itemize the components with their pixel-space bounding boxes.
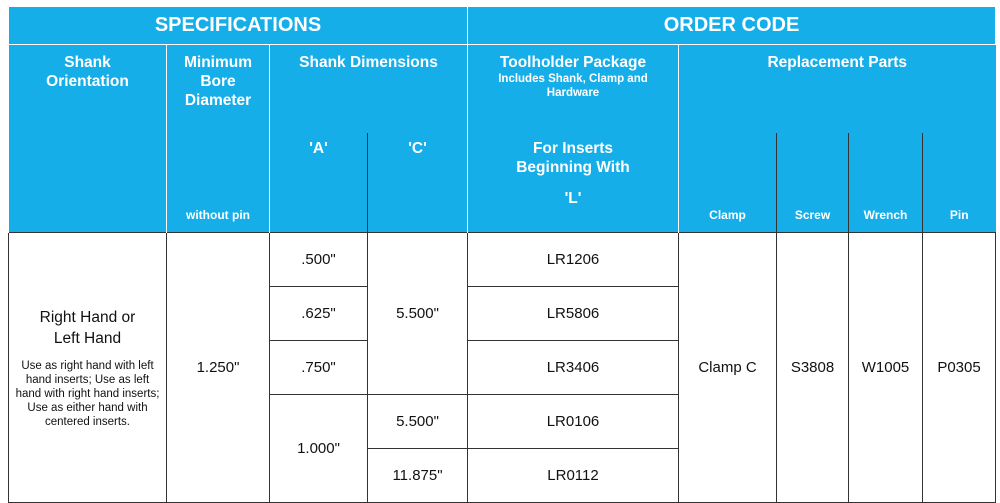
without-pin-label: without pin (167, 133, 270, 233)
dim-a-cell: 1.000" (270, 395, 368, 503)
pin-cell: P0305 (923, 233, 996, 503)
insert-letter-label: 'L' (564, 189, 582, 207)
shank-dimensions-header: Shank Dimensions (270, 45, 468, 133)
clamp-header: Clamp (679, 133, 777, 233)
min-bore-header (167, 45, 270, 133)
wrench-cell: W1005 (849, 233, 923, 503)
for-inserts-label: For Inserts Beginning With (516, 139, 630, 176)
clamp-cell: Clamp C (679, 233, 777, 503)
order-code-cell: LR0106 (468, 395, 679, 449)
dim-c-cell: 5.500" (368, 233, 468, 395)
shank-orientation-label: Shank Orientation (46, 54, 129, 90)
screw-header: Screw (777, 133, 849, 233)
dim-a-cell: .625" (270, 287, 368, 341)
dim-a-cell: .500" (270, 233, 368, 287)
toolholder-package-label: Toolholder Package (499, 54, 647, 71)
shank-orientation-header (9, 45, 167, 233)
order-code-cell: LR5806 (468, 287, 679, 341)
min-bore-cell: 1.250" (167, 233, 270, 503)
screw-cell: S3808 (777, 233, 849, 503)
order-code-cell: LR0112 (468, 449, 679, 503)
orientation-note: Use as right hand with left hand inserts; Use as left hand with right hand inserts; Use as either hand with centered inserts. (15, 359, 160, 428)
shank-orientation-cell (9, 233, 167, 503)
order-code-title: ORDER CODE (468, 7, 996, 45)
min-bore-label: Minimum Bore Diameter (183, 54, 253, 109)
specifications-table (8, 6, 996, 503)
wrench-header: Wrench (849, 133, 923, 233)
toolholder-includes-label: Includes Shank, Clamp and Hardware (498, 73, 648, 99)
order-code-cell: LR1206 (468, 233, 679, 287)
dim-a-header: 'A' (270, 133, 368, 233)
specifications-title: SPECIFICATIONS (9, 7, 468, 45)
pin-header: Pin (923, 133, 996, 233)
dim-a-cell: .750" (270, 341, 368, 395)
orientation-main: Right Hand or Left Hand (39, 308, 136, 347)
dim-c-cell: 5.500" (368, 395, 468, 449)
dim-c-cell: 11.875" (368, 449, 468, 503)
replacement-parts-header: Replacement Parts (679, 45, 996, 133)
toolholder-package-header (468, 45, 679, 133)
dim-c-header: 'C' (368, 133, 468, 233)
for-inserts-header (468, 133, 679, 233)
order-code-cell: LR3406 (468, 341, 679, 395)
